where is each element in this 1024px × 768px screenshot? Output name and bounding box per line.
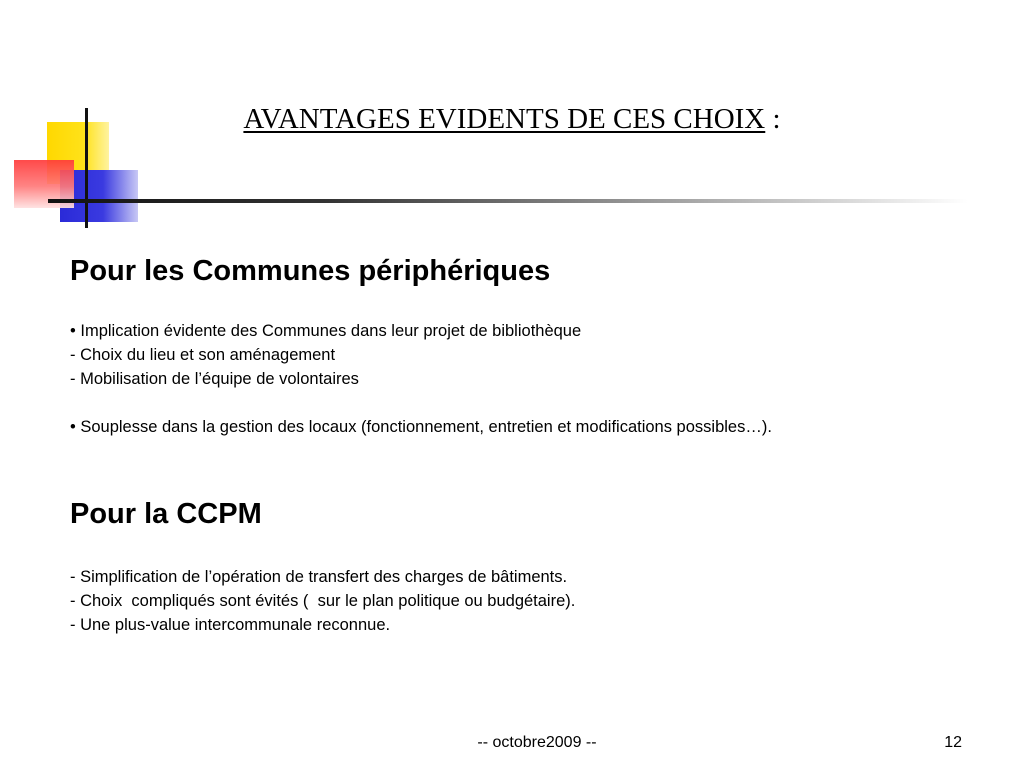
section-heading-ccpm: Pour la CCPM bbox=[70, 498, 262, 530]
section2-line-1: - Simplification de l’opération de transfert des charges de bâtiments. bbox=[70, 568, 568, 586]
section1-line-2: - Choix du lieu et son aménagement bbox=[70, 346, 336, 364]
section1-line-1: • Implication évidente des Communes dans leur projet de bibliothèque bbox=[70, 322, 582, 340]
section2-line-3: - Une plus-value intercommunale reconnue. bbox=[70, 616, 391, 634]
section1-line-4: • Souplesse dans la gestion des locaux (fonctionnement, entretien et modifications possibles…). bbox=[70, 418, 772, 436]
title-divider-line bbox=[48, 199, 968, 203]
slide-title-text: AVANTAGES EVIDENTS DE CES CHOIX bbox=[243, 103, 766, 135]
slide-title bbox=[0, 103, 1024, 136]
section-heading-communes: Pour les Communes périphériques bbox=[70, 255, 551, 287]
page-number: 12 bbox=[944, 734, 962, 751]
section2-line-2: - Choix compliqués sont évités ( sur le plan politique ou budgétaire). bbox=[70, 592, 576, 610]
section1-line-3: - Mobilisation de l’équipe de volontaires bbox=[70, 370, 359, 388]
footer-date: -- octobre2009 -- bbox=[477, 734, 597, 751]
slide-title-suffix: : bbox=[765, 103, 781, 135]
